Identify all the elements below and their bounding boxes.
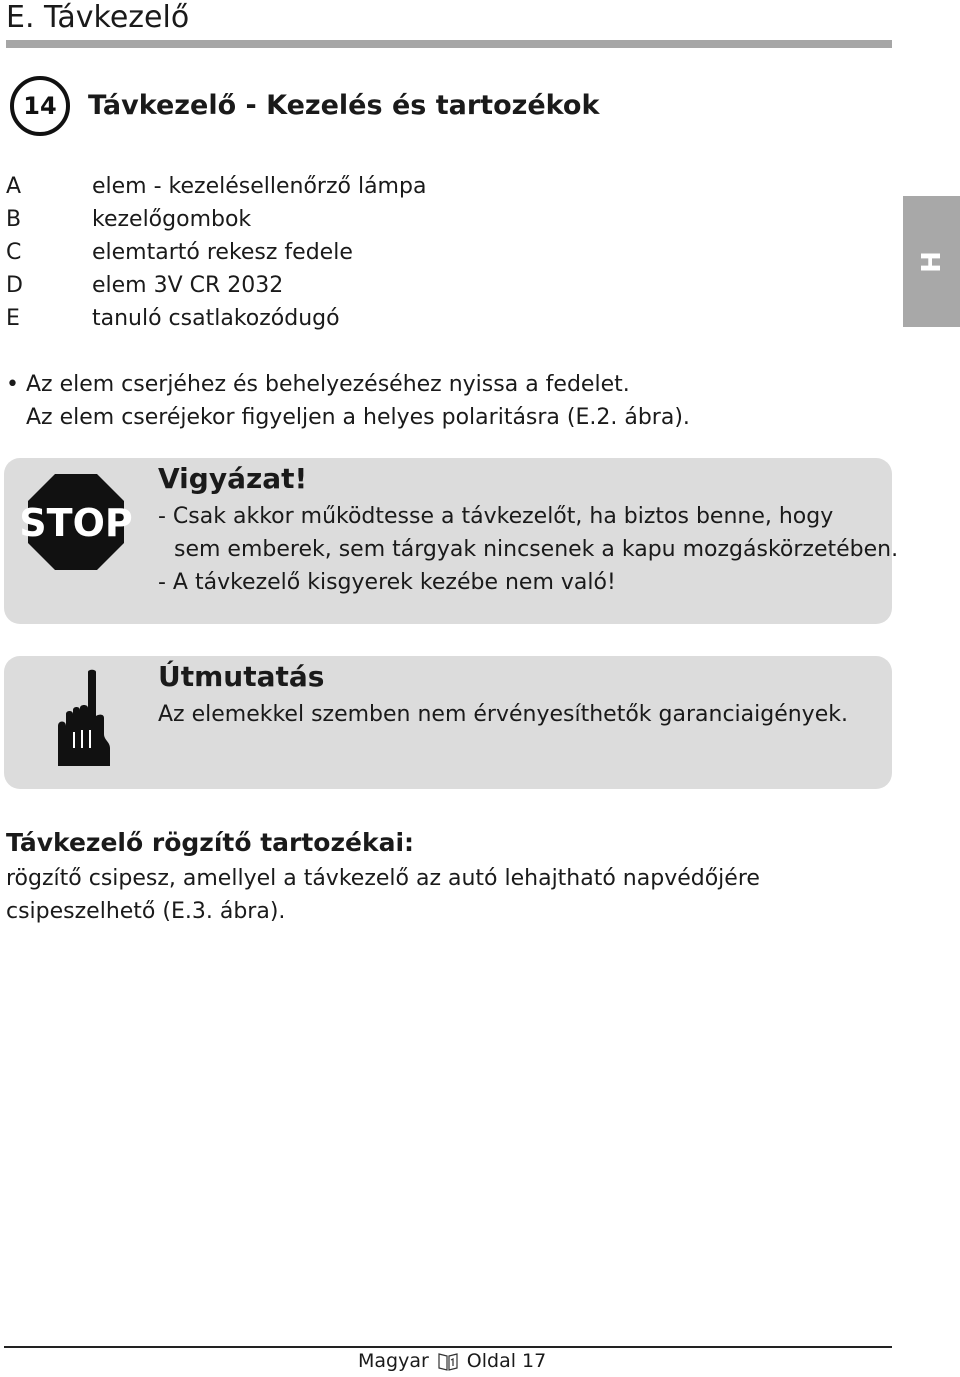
part-description: kezelőgombok — [92, 207, 252, 232]
accessories-line: rögzítő csipesz, amellyel a távkezelő az autó lehajtható napvédőjére — [6, 866, 760, 891]
footer-language: Magyar — [358, 1350, 429, 1372]
section-number-badge: 14 — [10, 76, 70, 136]
page-header-title: E. Távkezelő — [6, 0, 190, 35]
accessories-text — [6, 862, 760, 928]
stop-label: STOP — [19, 501, 133, 545]
list-item — [6, 302, 426, 335]
battery-instruction — [6, 368, 690, 434]
part-letter: A — [6, 174, 22, 199]
list-item — [6, 269, 426, 302]
header-rule — [6, 40, 892, 48]
part-letter: E — [6, 306, 20, 331]
accessories-title: Távkezelő rögzítő tartozékai: — [6, 828, 415, 857]
part-description: tanuló csatlakozódugó — [92, 306, 340, 331]
list-item — [6, 170, 426, 203]
warning-line: - Csak akkor működtesse a távkezelőt, ha biztos benne, hogy — [158, 504, 834, 529]
warning-title: Vigyázat! — [158, 462, 308, 495]
part-description: elem 3V CR 2032 — [92, 273, 284, 298]
accessories-line: csipeszelhető (E.3. ábra). — [6, 899, 286, 924]
warning-line: - A távkezelő kisgyerek kezébe nem való! — [158, 570, 616, 595]
bullet-icon: • — [6, 372, 19, 397]
section-title: Távkezelő - Kezelés és tartozékok — [88, 90, 600, 121]
part-description: elem - kezelésellenőrző lámpa — [92, 174, 427, 199]
page-footer — [358, 1350, 546, 1372]
parts-list — [6, 170, 426, 335]
list-item — [6, 203, 426, 236]
side-tab-letter: H — [916, 250, 947, 273]
footer-page-number: Oldal 17 — [466, 1350, 547, 1372]
part-letter: C — [6, 240, 22, 265]
stop-sign-icon — [19, 472, 133, 572]
part-description: elemtartó rekesz fedele — [92, 240, 353, 265]
part-letter: B — [6, 207, 22, 232]
pointing-hand-icon — [52, 668, 114, 768]
note-text: Az elemekkel szemben nem érvényesíthetők garanciaigények. — [158, 702, 848, 727]
footer-rule — [4, 1346, 892, 1348]
part-letter: D — [6, 273, 23, 298]
book-icon — [437, 1351, 459, 1371]
instruction-line: Az elem cseréjekor figyeljen a helyes polaritásra (E.2. ábra). — [26, 405, 690, 430]
instruction-line: Az elem cserjéhez és behelyezéséhez nyissa a fedelet. — [25, 372, 630, 397]
list-item — [6, 236, 426, 269]
note-title: Útmutatás — [158, 660, 325, 693]
warning-line: sem emberek, sem tárgyak nincsenek a kapu mozgáskörzetében. — [174, 537, 899, 562]
language-side-tab — [903, 196, 960, 327]
